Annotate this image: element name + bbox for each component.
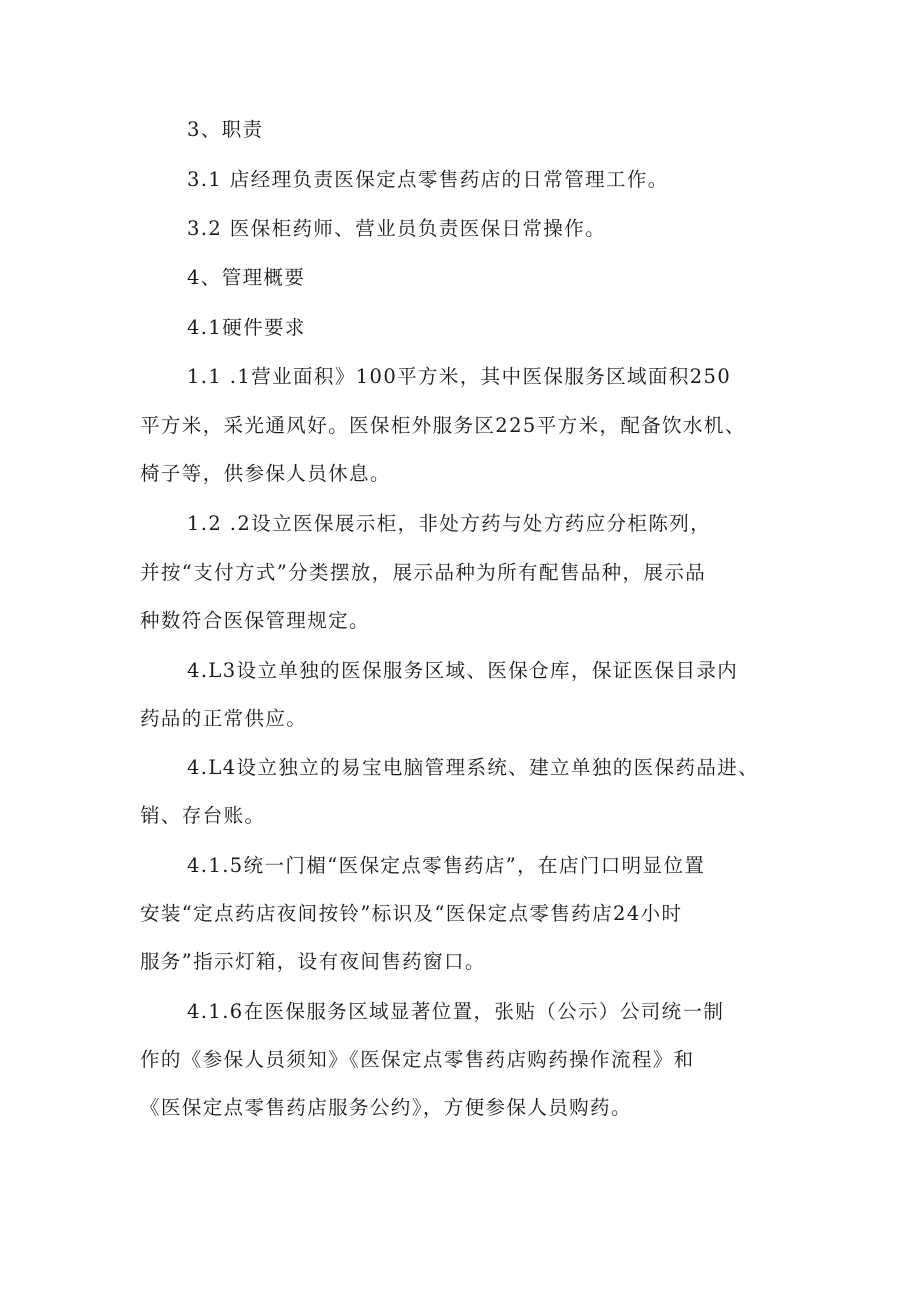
paragraph-line: 《医保定点零售药店服务公约》，方便参保人员购药。 [140,1096,632,1119]
paragraph-line: 4.1.5统一门楣“医保定点零售药店”，在店门口明显位置 [187,854,706,877]
paragraph-line: 药品的正常供应。 [140,707,308,730]
paragraph-line: 4.1.6在医保服务区域显著位置，张贴（公示）公司统一制 [187,1000,725,1023]
paragraph-line: 1.1 .1营业面积》100平方米，其中医保服务区域面积250 [187,365,732,388]
paragraph-line: 作的《参保人员须知》《医保定点零售药店购药操作流程》和 [140,1048,695,1071]
paragraph-line: 安装“定点药店夜间按铃”标识及“医保定点零售药店24小时 [140,902,683,925]
paragraph-line: 种数符合医保管理规定。 [140,609,370,632]
paragraph-line: 1.2 .2设立医保展示柜，非处方药与处方药应分柜陈列， [187,512,712,535]
section-heading-responsibilities: 3、职责 [187,118,264,141]
subsection-heading-hardware: 4.1硬件要求 [187,316,306,339]
paragraph-line: 并按“支付方式”分类摆放，展示品种为所有配售品种，展示品 [140,561,707,584]
paragraph-line: 销、存台账。 [140,804,266,827]
paragraph-line: 椅子等，供参保人员休息。 [140,462,391,485]
paragraph-line: 3.1 店经理负责医保定点零售药店的日常管理工作。 [187,168,669,191]
paragraph-line: 4.L3设立单独的医保服务区域、医保仓库，保证医保目录内 [187,659,739,682]
section-heading-management-overview: 4、管理概要 [187,266,306,289]
paragraph-line: 4.L4设立独立的易宝电脑管理系统、建立单独的医保药品进、 [187,756,760,779]
paragraph-line: 3.2 医保柜药师、营业员负责医保日常操作。 [187,217,607,240]
paragraph-line: 服务”指示灯箱，设有夜间售药窗口。 [140,950,486,973]
paragraph-line: 平方米，采光通风好。医保柜外服务区225平方米，配备饮水机、 [140,414,746,437]
